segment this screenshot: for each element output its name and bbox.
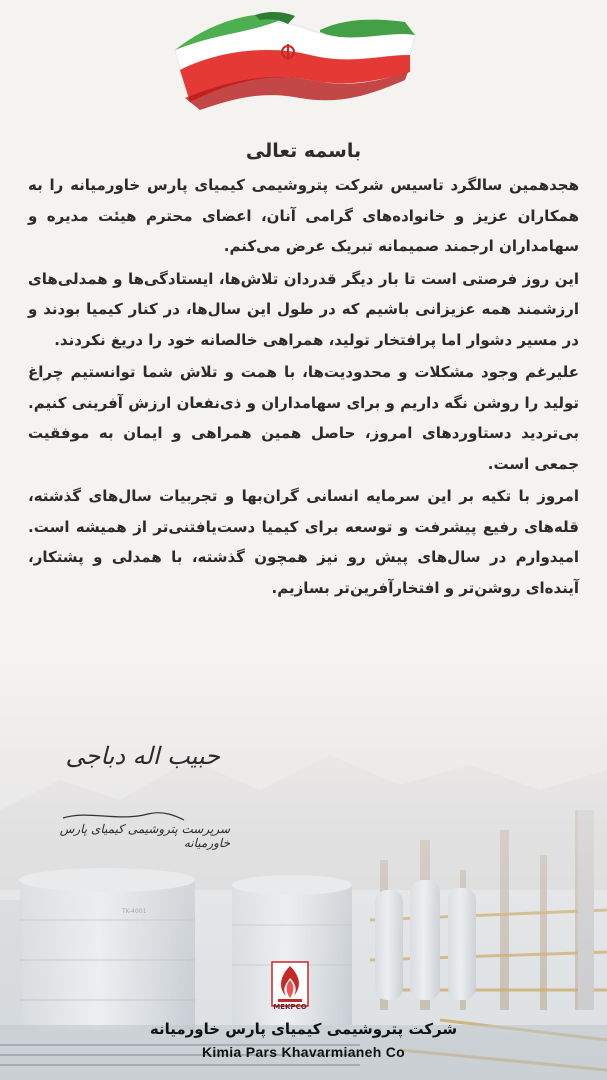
industrial-plant-background bbox=[0, 660, 607, 1080]
letter-body bbox=[28, 140, 579, 605]
signature-name: حبیب اله دباجی bbox=[65, 742, 220, 770]
company-name-persian: شرکت پتروشیمی کیمیای پارس خاورمیانه bbox=[149, 1020, 458, 1038]
letter-paragraph: هجدهمین سالگرد تاسیس شرکت پتروشیمی کیمیای پارس خاورمیانه را به همکاران عزیز و خانواده‌های گرامی آنان، اعضای محترم هیئت مدیره و سهامداران ارجمند صمیمانه تبریک عرض می‌کنم. bbox=[28, 176, 579, 255]
company-name-english: Kimia Pars Khavarmianeh Co bbox=[201, 1044, 406, 1060]
signature-title: سرپرست پتروشیمی کیمیای پارس خاورمیانه bbox=[59, 822, 230, 850]
letter-paragraph: امروز با تکیه بر این سرمایه انسانی گران‌بها و تجربیات سال‌های گذشته، قله‌های رفیع پیشرفت و توسعه برای کیمیا دست‌یافتنی‌تر از همیشه است. امیدوارم در سال‌های پیش رو نیز همچون گذشته، با همدلی و پشتکار، آینده‌ای روشن‌تر و افتخارآفرین‌تر بسازیم. bbox=[28, 487, 579, 597]
letter-paragraph: این روز فرصتی است تا بار دیگر قدردان تلاش‌ها، ایستادگی‌ها و همدلی‌های ارزشمند همه عزیزانی باشیم که در طول این سال‌ها، در کنار کیمیا بودند و در مسیر دشوار اما پرافتخار تولید، همراهی خالصانه خود را دریغ نکردند. bbox=[28, 269, 579, 349]
letter-paragraph: علیرغم وجود مشکلات و محدودیت‌ها، با همت و تلاش شما توانستیم چراغ تولید را روشن نگه داریم و برای سهامداران و ذی‌نفعان ارزش آفرینی کنیم. بی‌تردید دستاوردهای امروز، حاصل همین همراهی و ایمان به موفقیت جمعی است. bbox=[28, 363, 579, 473]
logo-abbreviation: MEKPCO bbox=[273, 1003, 307, 1011]
letter-heading: باسمه تعالی bbox=[245, 140, 362, 162]
iran-flag-icon bbox=[160, 10, 430, 110]
